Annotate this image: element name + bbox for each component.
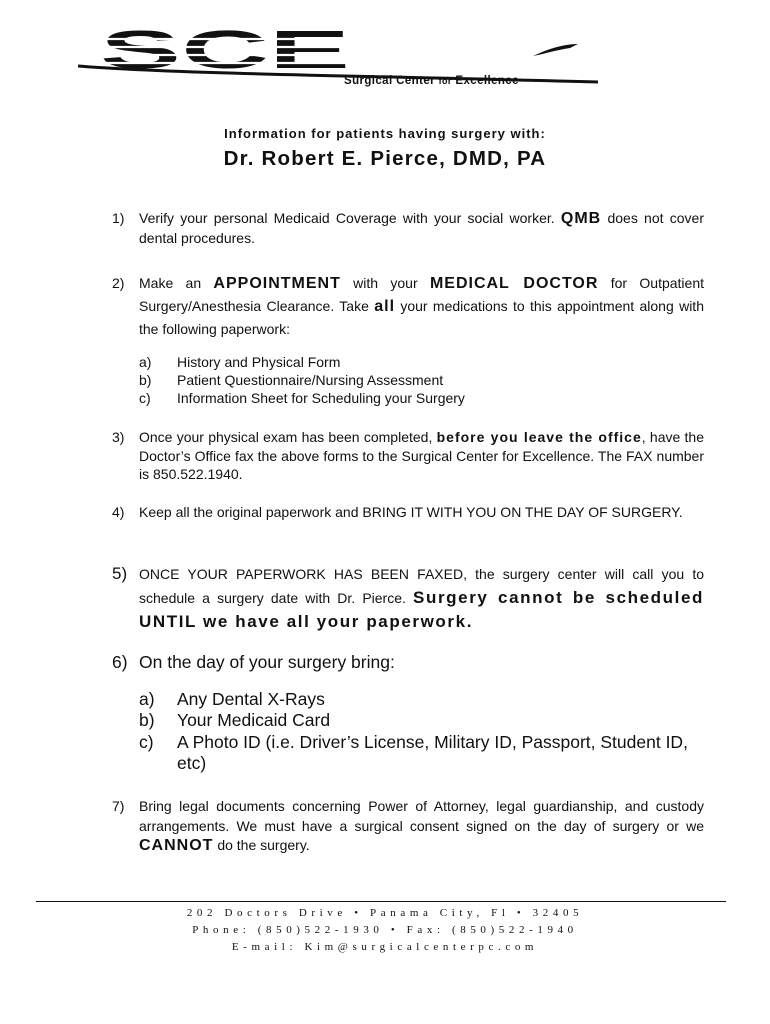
item-number: 5) [112,564,128,583]
instruction-2-sublist [112,353,704,407]
item-number: 4) [112,504,125,520]
list-item: b) Your Medicaid Card [139,710,331,730]
medical-doctor-emphasis: MEDICAL DOCTOR [429,275,599,292]
footer-address: 202 Doctors Drive • Panama City, Fl • 32405 [186,907,584,919]
item-number: 6) [112,652,128,672]
list-item: b) Patient Questionnaire/Nursing Assessment [139,372,444,388]
footer-email: E-mail: Kim@surgicalcenterpc.com [231,941,539,953]
logo-subtitle: Surgical Center for Excellence [344,75,519,87]
item-number: 2) [112,275,125,291]
footer-divider [36,901,726,902]
instruction-4: 4) Keep all the original paperwork and BRING IT WITH YOU ON THE DAY OF SURGERY. [112,504,683,520]
item-number: 1) [112,210,125,226]
qmb-emphasis: QMB [560,210,602,227]
appointment-emphasis: APPOINTMENT [213,275,341,292]
item-number: 3) [112,429,125,445]
list-item: a) Any Dental X-Rays [139,688,325,709]
instruction-1: 1) Verify your personal Medicaid Coverage with your social worker. QMB does not cover dental procedures. [112,210,704,246]
sce-logo-letters: SCE [100,22,350,80]
list-item: a) History and Physical Form [139,354,341,370]
instruction-5: 5) ONCE YOUR PAPERWORK HAS BEEN FAXED, the surgery center will call you to schedule a surgery date with Dr. Pierce. Surgery cannot be scheduled UNTIL we have all your paperwork. [112,564,705,631]
sce-logo-graphic [78,22,598,94]
sce-logo [78,22,598,94]
all-emphasis: all [374,298,396,315]
before-leave-emphasis: before you leave the office [436,429,642,445]
instruction-3: 3) Once your physical exam has been completed, before you leave the office, have the Doctor’s Office fax the above forms to the Surgical Center for Excellence. The FAX number is 850.522.1940. [112,429,705,482]
instruction-7: 7) Bring legal documents concerning Power of Attorney, legal guardianship, and custody arrangements. We must have a surgical consent signed on the day of surgery or we CANNOT do the surgery. [112,798,704,854]
list-item: c) A Photo ID (i.e. Driver’s License, Military ID, Passport, Student ID, etc) [139,731,688,773]
cannot-emphasis: CANNOT [139,837,214,854]
surgery-cannot-emphasis: Surgery cannot be scheduled UNTIL we have all your paperwork. [139,588,705,631]
doctor-name: Dr. Robert E. Pierce, DMD, PA [223,147,547,170]
list-item: c) Information Sheet for Scheduling your Surgery [139,390,465,406]
instruction-2: 2) Make an APPOINTMENT with your MEDICAL DOCTOR for Outpatient Surgery/Anesthesia Clearance. Take all your medications to this appointment along with the following paperwork: [112,272,704,340]
item-number: 7) [112,798,125,814]
footer-phone: Phone: (850)522-1930 • Fax: (850)522-1940 [192,924,578,936]
bird-icon [533,44,578,56]
intro-text: Information for patients having surgery with: [224,126,546,141]
instruction-6: 6) On the day of your surgery bring: a) Any Dental X-Rays b) Your Medicaid Card c) A Photo ID (i.e. Driver’s License, Military ID, Passport, Student ID, etc) [112,652,704,775]
